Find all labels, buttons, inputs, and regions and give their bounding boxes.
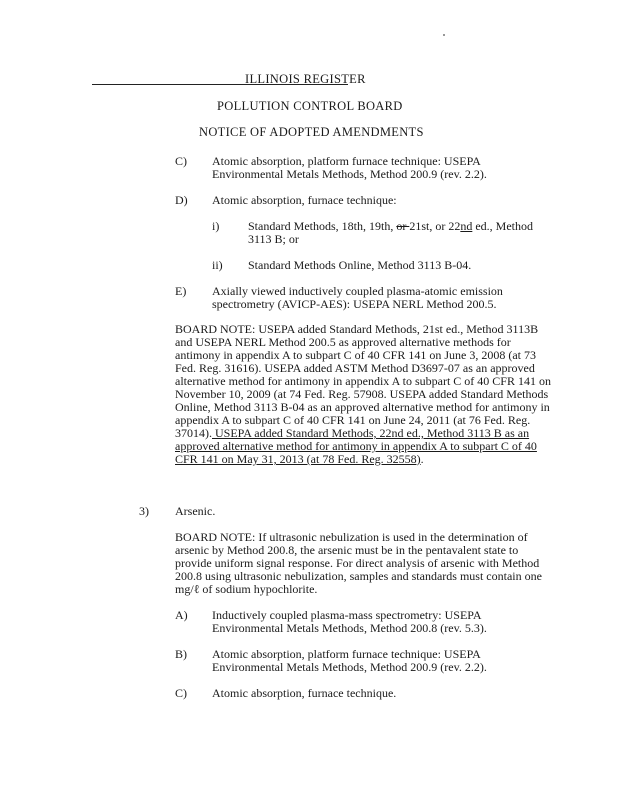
item-e-text: Axially viewed inductively coupled plasma-atomic emission spectrometry (AVICP-AES): USEPA NERL Method 200.5. — [212, 284, 503, 311]
board-note-arsenic: BOARD NOTE: If ultrasonic nebulization is used in the determination of arsenic by Method 200.8, the arsenic must be in the pentavalent state to provide uniform signal response. For direct analysis of arsenic with Method 200.8 using ultrasonic nebulization, samples and standards must contain one mg/ℓ of sodium hypochlorite. — [175, 530, 542, 596]
scan-speck — [443, 34, 445, 36]
item-d-i-part1: Standard Methods, 18th, 19th, — [248, 219, 397, 233]
item-d-ii-label: ii) — [212, 258, 223, 272]
item-d-i-text — [248, 220, 548, 246]
notice-title: NOTICE OF ADOPTED AMENDMENTS — [199, 125, 424, 139]
item-d-i-part3: ed., Method 3113 B; or — [248, 219, 533, 246]
item-d-i-part2: 21st, or 22 — [409, 219, 461, 233]
section-3-label: 3) — [139, 504, 149, 518]
board-note-antimony-text: BOARD NOTE: USEPA added Standard Methods, 21st ed., Method 3113B and USEPA NERL Method 200.5 as approved alternative methods for antimony in appendix A to subpart C of 40 CFR 141 on June 3, 2008 (at 73 Fed. Reg. 31616). USEPA added ASTM Method D3697-07 as an approved alternative method for antimony in appendix A to subpart C of 40 CFR 141 on November 10, 2009 (at 74 Fed. Reg. 57908. USEPA added Standard Methods Online, Method 3113 B-04 as an approved alternative method for antimony in appendix A to subpart C of 40 CFR 141 on June 24, 2011 (at 76 Fed. Reg. 37014). — [175, 322, 551, 440]
board-note-antimony — [175, 323, 555, 466]
item-c-text: Atomic absorption, platform furnace technique: USEPA Environmental Metals Methods, Method 200.9 (rev. 2.2). — [212, 154, 487, 181]
board-note-antimony-end: . — [420, 452, 424, 466]
item-d-ii-text: Standard Methods Online, Method 3113 B-04. — [248, 258, 472, 272]
arsenic-item-a-label: A) — [175, 608, 188, 622]
arsenic-item-a-text: Inductively coupled plasma-mass spectrometry: USEPA Environmental Metals Methods, Method 200.8 (rev. 5.3). — [212, 608, 487, 635]
item-d-text: Atomic absorption, furnace technique: — [212, 193, 397, 207]
register-title: ILLINOIS REGISTER — [245, 72, 366, 86]
underlined-nd: nd — [460, 219, 473, 233]
board-note-antimony-added-text: USEPA added Standard Methods, 22nd ed., Method 3113 B as an approved alternative method for antimony in appendix A to subpart C of 40 CFR 141 on May 31, 2013 (at 78 Fed. Reg. 32558) — [175, 426, 537, 466]
arsenic-item-b-text: Atomic absorption, platform furnace technique: USEPA Environmental Metals Methods, Method 200.9 (rev. 2.2). — [212, 647, 487, 674]
item-d-label: D) — [175, 193, 188, 207]
arsenic-item-c-text: Atomic absorption, furnace technique. — [212, 686, 397, 700]
arsenic-item-b-label: B) — [175, 647, 187, 661]
item-c-label: C) — [175, 154, 187, 168]
item-d-i-label: i) — [212, 219, 220, 233]
item-e-label: E) — [175, 284, 187, 298]
board-title: POLLUTION CONTROL BOARD — [217, 99, 403, 113]
section-3-title: Arsenic. — [175, 504, 216, 518]
struck-or: or — [396, 219, 410, 233]
arsenic-item-c-label: C) — [175, 686, 187, 700]
